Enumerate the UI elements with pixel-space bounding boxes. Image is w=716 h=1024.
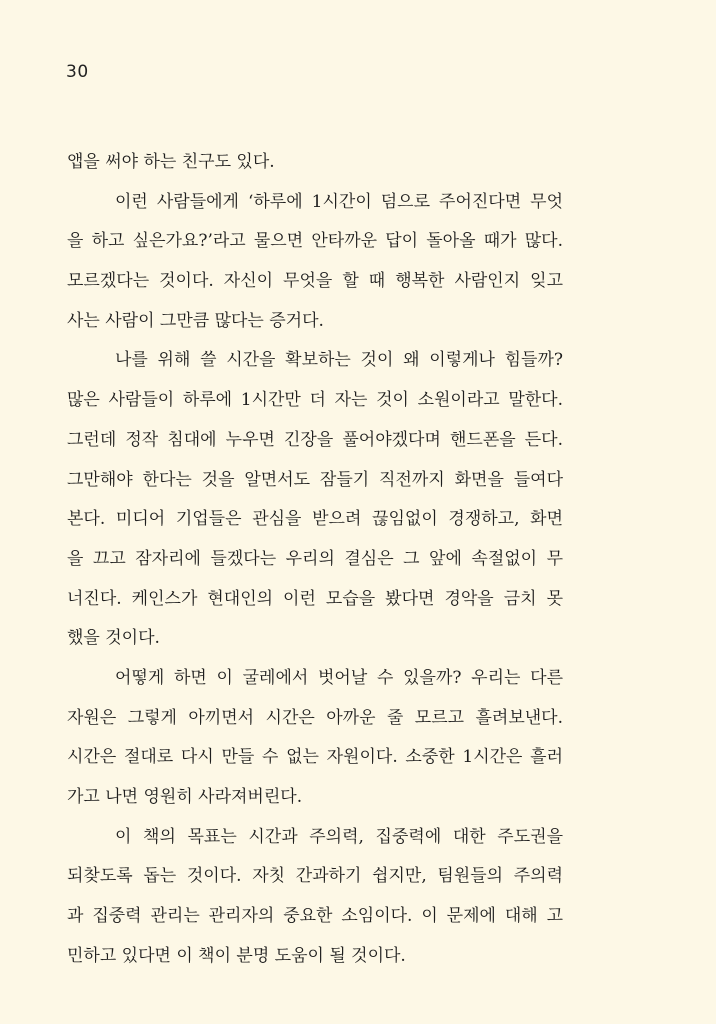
text-line: 나를 위해 쓸 시간을 확보하는 것이 왜 이렇게나 힘들까? — [115, 350, 563, 371]
text-line: 을 끄고 잠자리에 들겠다는 우리의 결심은 그 앞에 속절없이 무 — [67, 548, 563, 569]
text-line: 가고 나면 영원히 사라져버린다. — [67, 787, 303, 807]
text-line: 너진다. 케인스가 현대인의 이런 모습을 봤다면 경악을 금치 못 — [67, 588, 563, 609]
text-line: 과 집중력 관리는 관리자의 중요한 소임이다. 이 문제에 대해 고 — [67, 906, 563, 927]
text-line: 모르겠다는 것이다. 자신이 무엇을 할 때 행복한 사람인지 잊고 — [67, 271, 563, 292]
text-line: 어떻게 하면 이 굴레에서 벗어날 수 있을까? 우리는 다른 — [115, 667, 563, 688]
text-line: 이 책의 목표는 시간과 주의력, 집중력에 대한 주도권을 — [115, 826, 563, 847]
body-text — [67, 143, 563, 976]
text-line: 그런데 정작 침대에 누우면 긴장을 풀어야겠다며 핸드폰을 든다. — [67, 429, 563, 450]
text-line: 이런 사람들에게 ‘하루에 1시간이 덤으로 주어진다면 무엇 — [115, 191, 563, 212]
text-line: 자원은 그렇게 아끼면서 시간은 아까운 줄 모르고 흘려보낸다. — [67, 707, 563, 728]
text-line: 그만해야 한다는 것을 알면서도 잠들기 직전까지 화면을 들여다 — [67, 469, 563, 490]
text-line: 을 하고 싶은가요?’라고 물으면 안타까운 답이 돌아올 때가 많다. — [67, 231, 563, 252]
text-line: 많은 사람들이 하루에 1시간만 더 자는 것이 소원이라고 말한다. — [67, 390, 563, 411]
text-line: 앱을 써야 하는 친구도 있다. — [67, 152, 275, 172]
text-line: 본다. 미디어 기업들은 관심을 받으려 끊임없이 경쟁하고, 화면 — [67, 509, 563, 530]
text-line: 되찾도록 돕는 것이다. 자칫 간과하기 쉽지만, 팀원들의 주의력 — [67, 866, 563, 887]
text-line: 시간은 절대로 다시 만들 수 없는 자원이다. 소중한 1시간은 흘러 — [67, 747, 563, 768]
text-line: 민하고 있다면 이 책이 분명 도움이 될 것이다. — [67, 945, 406, 966]
text-line: 사는 사람이 그만큼 많다는 증거다. — [67, 310, 324, 331]
text-line: 했을 것이다. — [67, 628, 160, 649]
page-number: 30 — [66, 62, 89, 82]
